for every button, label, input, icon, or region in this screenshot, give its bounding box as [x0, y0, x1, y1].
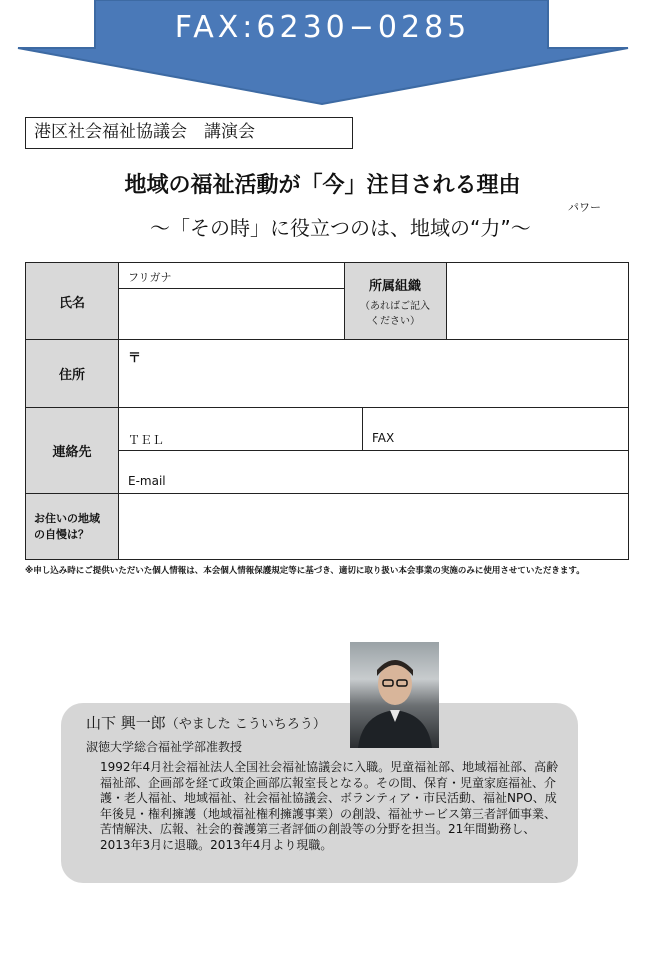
contact-label: 連絡先 — [26, 407, 118, 493]
speaker-photo — [350, 642, 439, 748]
tel-field[interactable] — [118, 407, 362, 450]
speaker-name-line — [86, 712, 326, 733]
affiliation-hint-1: （あればご記入 — [360, 301, 430, 312]
speaker-bio: 1992年4月社会福祉法人全国社会福祉協議会に入職。児童福祉部、地域福祉部、高齢福祉部、企画部を経て政策企画部広報室長となる。その間、保育・児童家庭福祉、介護・老人福祉、地域福祉、社会福祉協議会、ボランティア・市民活動、福祉NPO、成年後見・権利擁護（地域福祉権利擁護事業）の創設、福祉サービス第三者評価事業、苦情解決、広報、社会的養護第三者評価の創設等の分野を担当。21年間勤務し、2013年3月に退職。2013年4月より現職。 — [100, 760, 559, 852]
email-field[interactable] — [118, 450, 628, 493]
local-pride-field[interactable] — [118, 493, 628, 559]
affiliation-label — [344, 263, 446, 339]
speaker-reading: （やました こういちろう） — [165, 717, 326, 732]
address-field[interactable] — [118, 339, 628, 407]
furigana-field[interactable] — [118, 263, 344, 288]
lecture-subtitle: ～「その時」に役立つのは、地域の“力”～ — [150, 216, 531, 240]
affiliation-field[interactable] — [446, 263, 628, 339]
speaker-name: 山下 興一郎 — [86, 714, 166, 732]
privacy-note: ※申し込み時にご提供いただいた個人情報は、本会個人情報保護規定等に基づき、適切に取り扱い本会事業の実施のみに使用させていただきます。 — [25, 566, 585, 576]
speaker-affiliation: 淑徳大学総合福祉学部准教授 — [86, 740, 243, 754]
local-pride-label — [26, 493, 118, 559]
fax-field[interactable] — [362, 407, 628, 450]
event-organizer-box: 港区社会福祉協議会 講演会 — [25, 117, 353, 149]
address-label: 住所 — [26, 339, 118, 407]
affiliation-label-text: 所属組織 — [368, 279, 421, 294]
tel-label: ＴＥＬ — [128, 433, 165, 447]
registration-form — [25, 262, 629, 560]
furigana-label: フリガナ — [128, 271, 172, 284]
email-label: E-mail — [128, 474, 166, 488]
postal-mark: 〒 — [128, 351, 142, 366]
ruby-annotation: パワー — [568, 201, 601, 214]
name-label: 氏名 — [26, 263, 118, 339]
fax-number: FAX:6230−0285 — [174, 10, 471, 45]
fax-label: FAX — [372, 431, 395, 445]
affiliation-hint-2: ください） — [370, 316, 420, 327]
name-field[interactable] — [118, 288, 344, 339]
lecture-title: 地域の福祉活動が「今」注目される理由 — [124, 173, 521, 198]
local-pride-label-2: の自慢は？ — [34, 528, 89, 541]
local-pride-label-1: お住いの地域 — [34, 512, 100, 525]
